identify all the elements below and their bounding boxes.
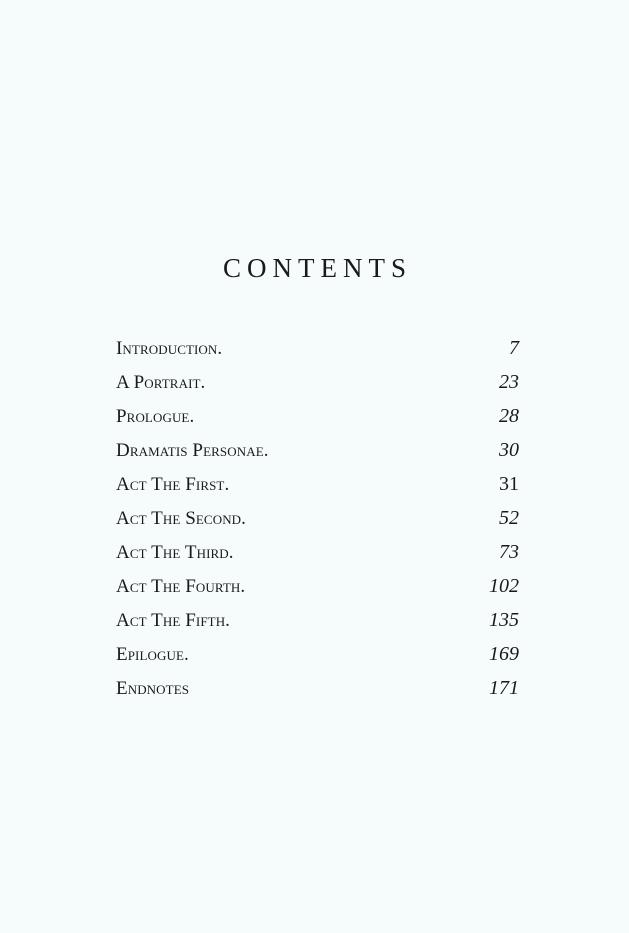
toc-entry-label: Act The Fourth. [116, 576, 246, 597]
toc-entry[interactable] [116, 569, 519, 603]
toc-entry[interactable] [116, 501, 519, 535]
toc-entry-page-number: 23 [499, 371, 519, 393]
toc-entry[interactable] [116, 365, 519, 399]
toc-entry[interactable] [116, 331, 519, 365]
page-title: CONTENTS [223, 253, 412, 283]
toc-entry-page-number: 171 [489, 677, 519, 699]
toc-entry-page-number: 135 [489, 609, 519, 631]
toc-entry-label: Prologue. [116, 406, 195, 427]
toc-entry[interactable] [116, 603, 519, 637]
toc-entry[interactable] [116, 433, 519, 467]
toc-entry-page-number: 73 [499, 541, 519, 563]
toc-entry-page-number: 7 [509, 337, 519, 359]
toc-entry-label: Introduction. [116, 338, 223, 359]
toc-entry-label: Act The First. [116, 474, 230, 495]
toc-entry-label: Epilogue. [116, 644, 189, 665]
toc-entry-label: A Portrait. [116, 372, 206, 393]
toc-entry-label: Dramatis Personae. [116, 440, 269, 461]
toc-entry[interactable] [116, 467, 519, 501]
toc-entry-label: Act The Second. [116, 508, 247, 529]
toc-entry-page-number: 30 [499, 439, 519, 461]
toc-entry[interactable] [116, 671, 519, 705]
toc-entry-page-number: 52 [499, 507, 519, 529]
table-of-contents [116, 331, 519, 705]
toc-entry-page-number: 31 [499, 473, 519, 495]
toc-entry[interactable] [116, 535, 519, 569]
toc-entry-page-number: 102 [489, 575, 519, 597]
toc-entry-label: Endnotes [116, 678, 190, 699]
toc-entry-label: Act The Fifth. [116, 610, 231, 631]
toc-entry-page-number: 169 [489, 643, 519, 665]
toc-entry[interactable] [116, 399, 519, 433]
toc-entry-label: Act The Third. [116, 542, 234, 563]
toc-entry[interactable] [116, 637, 519, 671]
toc-entry-page-number: 28 [499, 405, 519, 427]
